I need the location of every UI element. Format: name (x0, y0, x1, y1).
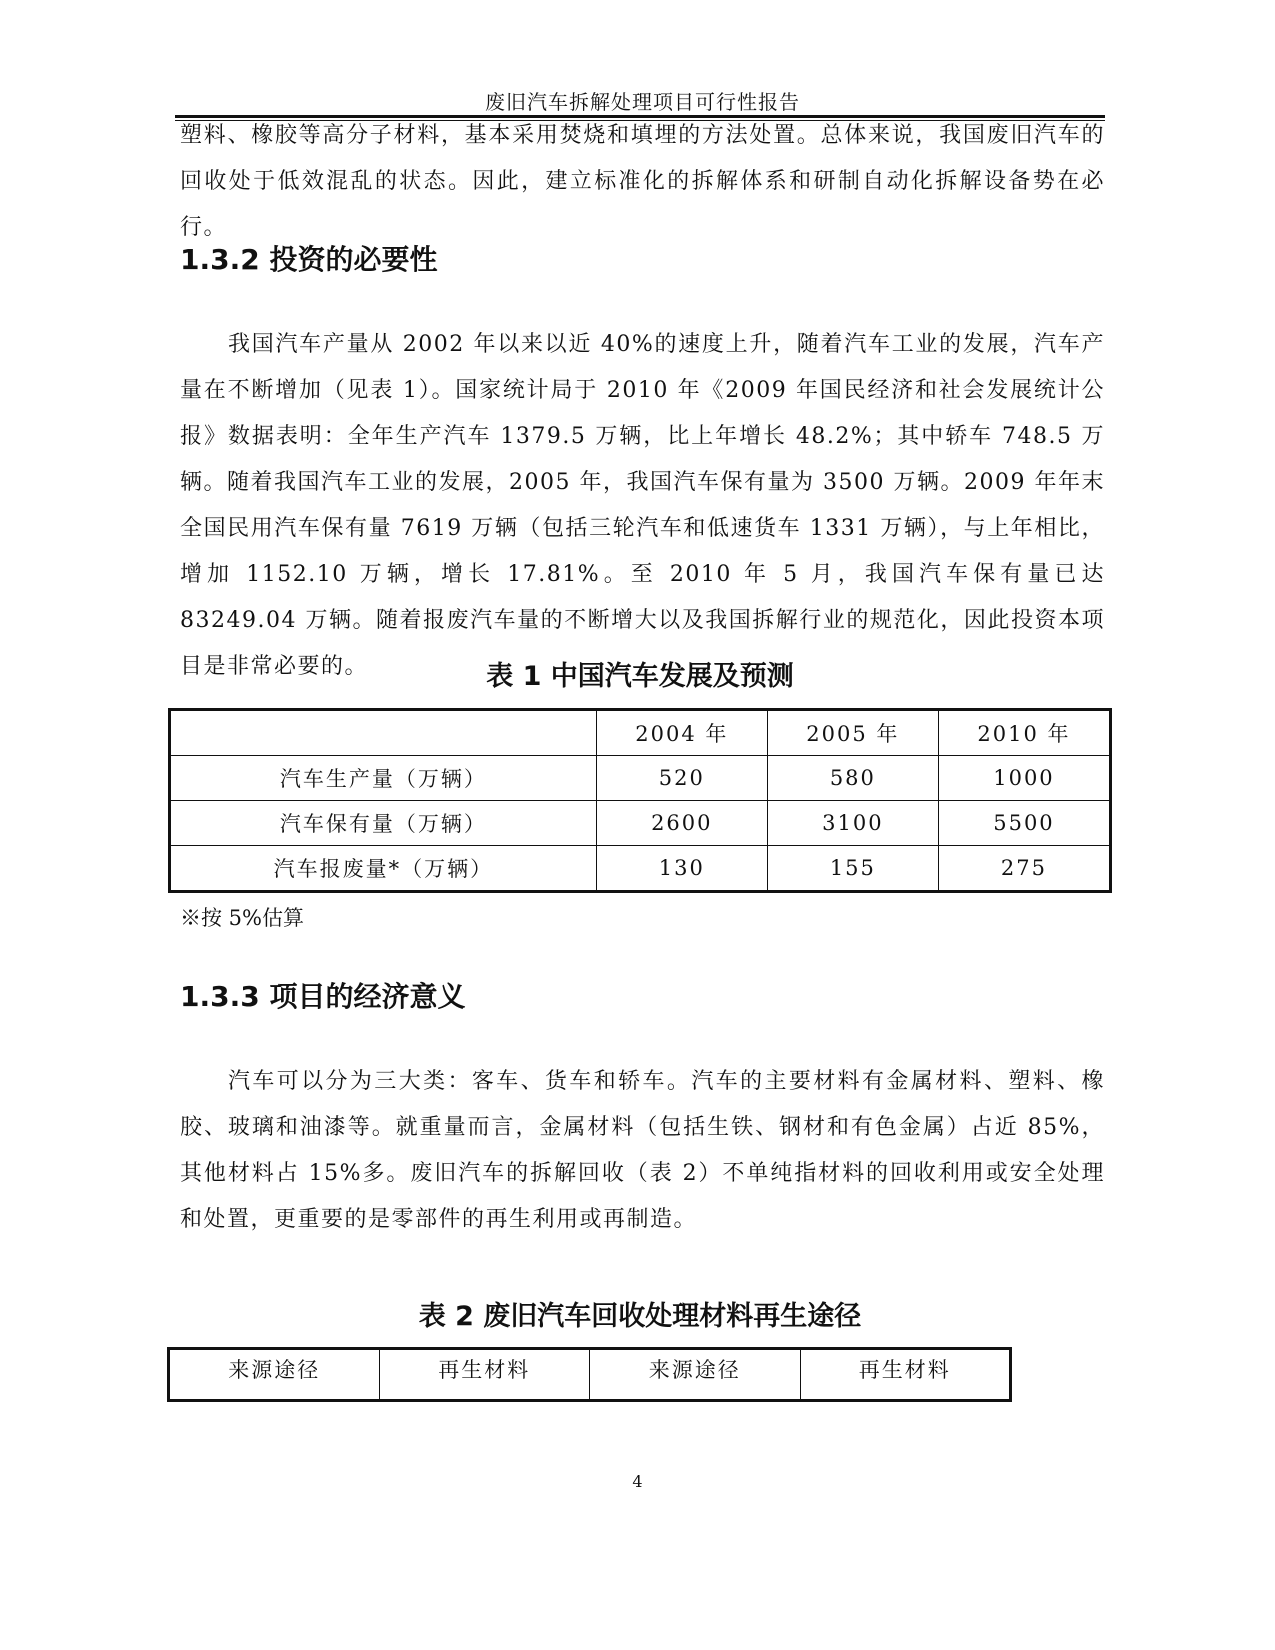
table-cell: 520 (596, 756, 767, 801)
table-cell: 3100 (767, 801, 938, 846)
table-cell: 275 (938, 846, 1110, 892)
row-label: 汽车报废量*（万辆） (170, 846, 597, 892)
table2 (167, 1347, 1012, 1402)
table1-header-row (170, 710, 1111, 756)
section-1-3-3-paragraph: 汽车可以分为三大类：客车、货车和轿车。汽车的主要材料有金属材料、塑料、橡胶、玻璃和油漆等。就重量而言，金属材料（包括生铁、钢材和有色金属）占近 85%，其他材料占 15%多。废旧汽车的拆解回收（表 2）不单纯指材料的回收利用或安全处理和处置，更重要的是零部件的再生利用或再制造。 (180, 1069, 1105, 1232)
section-title-1-3-3: 1.3.3 项目的经济意义 (180, 980, 466, 1013)
table-row (170, 756, 1111, 801)
table1-header-cell: 2010 年 (938, 710, 1110, 756)
table-cell: 580 (767, 756, 938, 801)
row-label: 汽车保有量（万辆） (170, 801, 597, 846)
table1-title: 表 1 中国汽车发展及预测 (486, 661, 794, 692)
table-cell: 1000 (938, 756, 1110, 801)
table-cell: 130 (596, 846, 767, 892)
table-cell: 155 (767, 846, 938, 892)
table2-title: 表 2 废旧汽车回收处理材料再生途径 (418, 1301, 862, 1332)
table-row (170, 846, 1111, 892)
table2-header-row (169, 1349, 1011, 1401)
table1-header-cell (170, 710, 597, 756)
table2-header-cell: 来源途径 (590, 1349, 801, 1401)
row-label: 汽车生产量（万辆） (170, 756, 597, 801)
table1-header-cell: 2004 年 (596, 710, 767, 756)
section-title-1-3-2: 1.3.2 投资的必要性 (180, 243, 438, 276)
table-cell: 2600 (596, 801, 767, 846)
intro-paragraph: 塑料、橡胶等高分子材料，基本采用焚烧和填埋的方法处置。总体来说，我国废旧汽车的回收处于低效混乱的状态。因此，建立标准化的拆解体系和研制自动化拆解设备势在必行。 (180, 123, 1105, 240)
page-number: 4 (632, 1472, 643, 1491)
table1-header-cell: 2005 年 (767, 710, 938, 756)
table-row (170, 801, 1111, 846)
section-1-3-2-paragraph: 我国汽车产量从 2002 年以来以近 40%的速度上升，随着汽车工业的发展，汽车产量在不断增加（见表 1）。国家统计局于 2010 年《2009 年国民经济和社会发展统计公报》数据表明：全年生产汽车 1379.5 万辆，比上年增长 48.2%；其中轿车 748.5 万辆。随着我国汽车工业的发展，2005 年，我国汽车保有量为 3500 万辆。2009 年年末全国民用汽车保有量 7619 万辆（包括三轮汽车和低速货车 1331 万辆），与上年相比，增加 1152.10 万辆，增长 17.81%。至 2010 年 5 月，我国汽车保有量已达 83249.04 万辆。随着报废汽车量的不断增大以及我国拆解行业的规范化，因此投资本项目是非常必要的。 (180, 332, 1105, 679)
table-cell: 5500 (938, 801, 1110, 846)
table1 (168, 708, 1112, 893)
table1-note: ※按 5%估算 (180, 906, 304, 930)
table2-header-cell: 再生材料 (800, 1349, 1011, 1401)
table2-header-cell: 再生材料 (379, 1349, 590, 1401)
table2-header-cell: 来源途径 (169, 1349, 380, 1401)
page-header: 废旧汽车拆解处理项目可行性报告 (485, 90, 800, 114)
